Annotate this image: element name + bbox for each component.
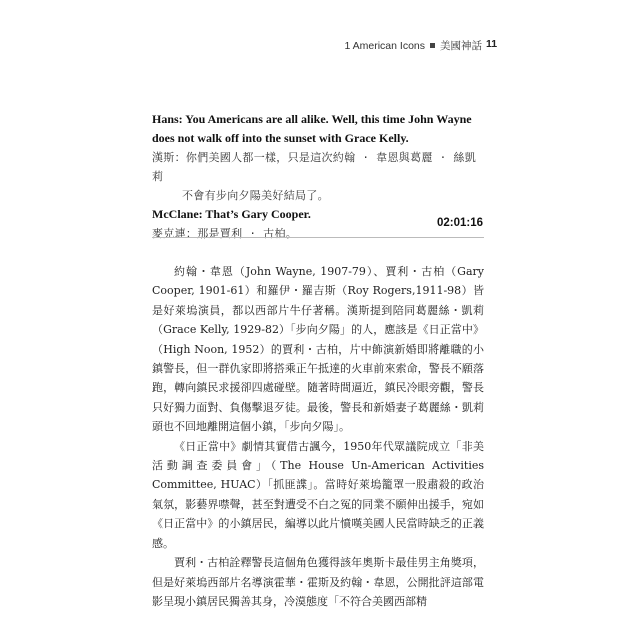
chapter-title-zh: 美國神話 xyxy=(440,40,482,52)
dialog-line-en: McClane: That’s Gary Cooper. xyxy=(152,207,311,221)
paragraph: 賈利・古柏詮釋警長這個角色獲得該年奧斯卡最佳男主角獎項，但是好萊塢西部片名導演霍華・霍斯及約翰・韋恩，公開批評這部電影呈現小鎮居民獨善其身，冷漠態度「不符合美國西部精 xyxy=(152,556,484,608)
timecode: 02:01:16 xyxy=(437,217,484,229)
dialog-line-zh: 麥克連：那是賈利 · 古柏。 xyxy=(152,227,298,240)
dialog-quote xyxy=(152,110,482,243)
separator-square-icon xyxy=(430,43,435,48)
chapter-title: 1 American Icons xyxy=(344,40,425,52)
paragraph: 《日正當中》劇情其實借古諷今，1950年代眾議院成立「非美活動調查委員會」（The House Un-American Activities Committee, HUAC）「抓匪諜」。當時好萊塢籠罩一股肅殺的政治氣氛，影藝界噤聲，甚至對遭受不白之冤的同業不願伸出援手，宛如《日正當中》的小鎮居民，編導以此片憤嘆美國人民當時缺乏的正義感。 xyxy=(152,439,484,550)
page-number: 11 xyxy=(486,38,498,50)
dialog-line-en: Hans: You Americans are all alike. Well, this time John Wayne does not walk off into the sunset with Grace Kelly. xyxy=(152,112,472,145)
dialog-line-zh: 不會有步向夕陽美好結局了。 xyxy=(182,189,329,202)
header-chapter xyxy=(344,38,482,53)
body-text xyxy=(152,262,484,611)
paragraph: 約翰・韋恩（John Wayne, 1907-79）、賈利・古柏（Gary Cooper, 1901-61）和羅伊・羅吉斯（Roy Rogers,1911-98）皆是好萊塢演員，都以西部片牛仔著稱。漢斯提到陪同葛麗絲・凱莉（Grace Kelly, 1929-82）「步向夕陽」的人，應該是《日正當中》（High Noon, 1952）的賈利・古柏，片中飾演新婚即將離職的小鎮警長，但一群仇家即將搭乘正午抵達的火車前來索命，警長不願落跑，轉向鎮民求援卻四處碰壁。隨著時間逼近，鎮民冷眼旁觀，警長只好獨力面對、負傷擊退歹徒。最後，警長和新婚妻子葛麗絲・凱莉頭也不回地離開這個小鎮，「步向夕陽」。 xyxy=(152,265,484,434)
divider xyxy=(152,237,484,238)
running-header xyxy=(0,38,620,54)
dialog-line-zh: 漢斯：你們美國人都一樣，只是這次約翰 · 韋恩與葛麗 · 絲凱莉 xyxy=(152,151,477,183)
